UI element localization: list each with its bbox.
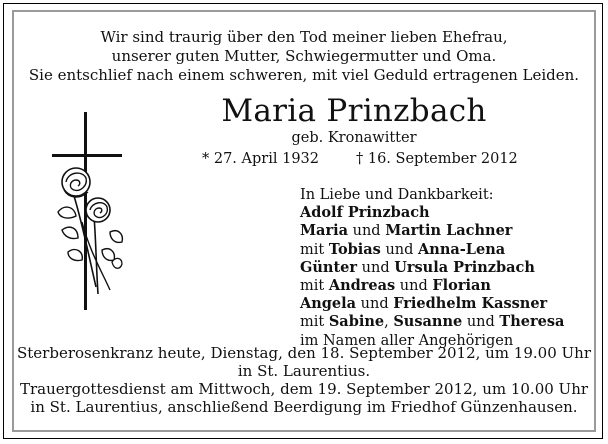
- mourner-name: Ursula Prinzbach: [394, 258, 535, 276]
- mourner-name: Florian: [432, 277, 491, 295]
- death-date: † 16. September 2012: [356, 151, 518, 167]
- birth-date: * 27. April 1932: [202, 151, 319, 167]
- mourner-name: Angela: [300, 295, 357, 313]
- connector-text: und: [348, 223, 386, 240]
- intro-line: unserer guten Mutter, Schwiegermutter und Oma.: [111, 47, 497, 65]
- cross-with-roses-icon: [52, 112, 136, 312]
- mourner-name: Maria: [300, 222, 348, 240]
- mourner-name: Anna-Lena: [418, 240, 506, 258]
- connector-text: mit: [300, 241, 329, 258]
- mourner-line: [300, 295, 564, 313]
- service-line: Trauergottesdienst am Mittwoch, dem 19. September 2012, um 10.00 Uhr: [19, 380, 589, 398]
- mourners-closing: im Namen aller Angehörigen: [300, 332, 514, 349]
- mourner-line: [300, 277, 564, 295]
- service-line: in St. Laurentius, anschließend Beerdigung im Friedhof Günzenhausen.: [30, 398, 578, 416]
- mourner-line: [300, 241, 564, 259]
- mourners-heading: In Liebe und Dankbarkeit:: [300, 187, 494, 203]
- intro-line: Sie entschlief nach einem schweren, mit viel Geduld ertragenen Leiden.: [28, 66, 580, 84]
- connector-text: mit: [300, 278, 329, 295]
- deceased-name: Maria Prinzbach: [221, 93, 487, 129]
- intro-line: Wir sind traurig über den Tod meiner lieben Ehefrau,: [100, 28, 508, 46]
- mourner-name: Sabine: [328, 313, 385, 331]
- connector-text: und: [357, 259, 395, 276]
- mourner-name: Martin Lachner: [385, 222, 513, 240]
- mourner-name: Susanne: [393, 313, 463, 331]
- service-line: Sterberosenkranz heute, Dienstag, den 18. September 2012, um 19.00 Uhr: [17, 344, 591, 362]
- intro-text: [0, 28, 608, 85]
- maiden-name: geb. Kronawitter: [291, 130, 417, 146]
- mourner-name: Günter: [300, 258, 358, 276]
- connector-text: und: [395, 278, 433, 295]
- service-info: [0, 344, 608, 416]
- connector-text: mit: [300, 314, 329, 331]
- mourner-line: [300, 222, 564, 240]
- mourners-list: [300, 186, 564, 350]
- mourner-line: [300, 259, 564, 277]
- connector-text: und: [356, 296, 394, 313]
- mourner-name: Andreas: [328, 277, 396, 295]
- service-line: in St. Laurentius.: [237, 362, 371, 380]
- mourner-line: [300, 313, 564, 331]
- mourner-name: Tobias: [328, 240, 381, 258]
- mourner-name: Theresa: [499, 313, 565, 331]
- mourner-name: Adolf Prinzbach: [300, 204, 430, 222]
- connector-text: und: [462, 314, 500, 331]
- mourner-name: Friedhelm Kassner: [393, 295, 548, 313]
- connector-text: und: [380, 241, 419, 258]
- connector-text: ,: [384, 314, 394, 331]
- mourner-line: [300, 204, 564, 222]
